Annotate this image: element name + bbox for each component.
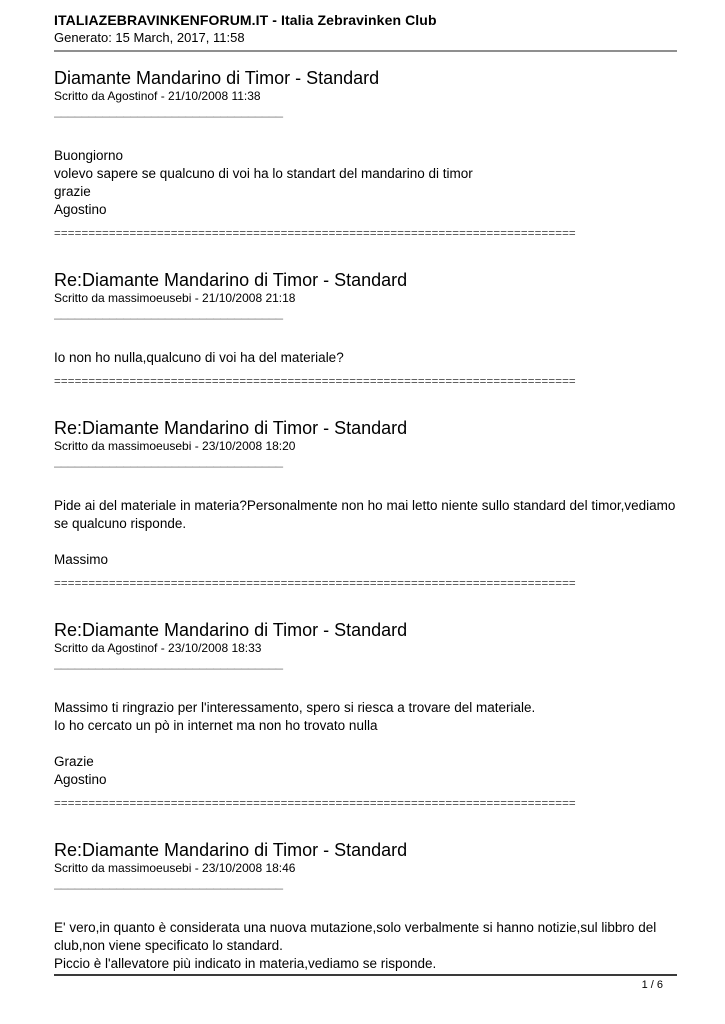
body-line [54,735,677,753]
post-separator: ============================================================================ [54,376,576,388]
post-separator: ============================================================================ [54,578,576,590]
post-title: Re:Diamante Mandarino di Timor - Standard [54,620,408,640]
body-line: Massimo ti ringrazio per l'interessamento, spero si riesca a trovare del materiale. [54,700,536,715]
post-body [54,497,677,569]
body-line: Buongiorno [54,148,124,163]
body-line: Io non ho nulla,qualcuno di voi ha del materiale? [54,350,344,365]
post-title: Re:Diamante Mandarino di Timor - Standard [54,418,408,438]
byline-underscore-divider: _________________________________ [54,655,283,670]
forum-post [54,67,677,241]
body-line: Massimo [54,552,109,567]
forum-post [54,417,677,591]
post-separator: ============================================================================ [54,798,576,810]
post-body [54,349,677,367]
body-line: Agostino [54,772,107,787]
site-title: ITALIAZEBRAVINKENFORUM.IT - Italia Zebravinken Club [54,12,437,28]
footer-divider [54,974,677,976]
generated-timestamp: Generato: 15 March, 2017, 11:58 [54,30,245,45]
byline-underscore-divider: _________________________________ [54,103,283,118]
forum-post [54,839,677,973]
body-line: volevo sapere se qualcuno di voi ha lo standart del mandarino di timor [54,166,473,181]
body-line: Agostino [54,202,107,217]
post-body [54,699,677,789]
post-byline: Scritto da massimoeusebi - 23/10/2008 18:46 [54,861,296,875]
forum-post [54,269,677,389]
post-byline: Scritto da massimoeusebi - 23/10/2008 18:20 [54,439,296,453]
post-byline: Scritto da Agostinof - 23/10/2008 18:33 [54,641,262,655]
body-line: Piccio è l'allevatore più indicato in materia,vediamo se risponde. [54,956,437,971]
body-line: Grazie [54,754,94,769]
post-byline: Scritto da Agostinof - 21/10/2008 11:38 [54,89,261,103]
body-line: E' vero,in quanto è considerata una nuova mutazione,solo verbalmente si hanno notizie,sul libbro del [54,920,657,935]
body-line: se qualcuno risponde. [54,516,187,531]
body-line [54,533,677,551]
post-title: Diamante Mandarino di Timor - Standard [54,68,380,88]
body-line: club,non viene specificato lo standard. [54,938,283,953]
post-body [54,147,677,219]
post-byline: Scritto da massimoeusebi - 21/10/2008 21:18 [54,291,296,305]
page-number-indicator: 1 / 6 [641,979,663,991]
byline-underscore-divider: _________________________________ [54,453,283,468]
page-header [54,12,677,52]
post-title: Re:Diamante Mandarino di Timor - Standard [54,270,408,290]
post-title: Re:Diamante Mandarino di Timor - Standard [54,840,408,860]
byline-underscore-divider: _________________________________ [54,305,283,320]
body-line: grazie [54,184,91,199]
byline-underscore-divider: _________________________________ [54,875,283,890]
post-body [54,919,677,973]
forum-post [54,619,677,811]
header-divider [54,50,677,52]
body-line: Pide ai del materiale in materia?Personalmente non ho mai letto niente sullo standard del timor,vediamo [54,498,676,513]
page-footer [54,974,677,992]
body-line: Io ho cercato un pò in internet ma non ho trovato nulla [54,718,378,733]
post-separator: ============================================================================ [54,228,576,240]
